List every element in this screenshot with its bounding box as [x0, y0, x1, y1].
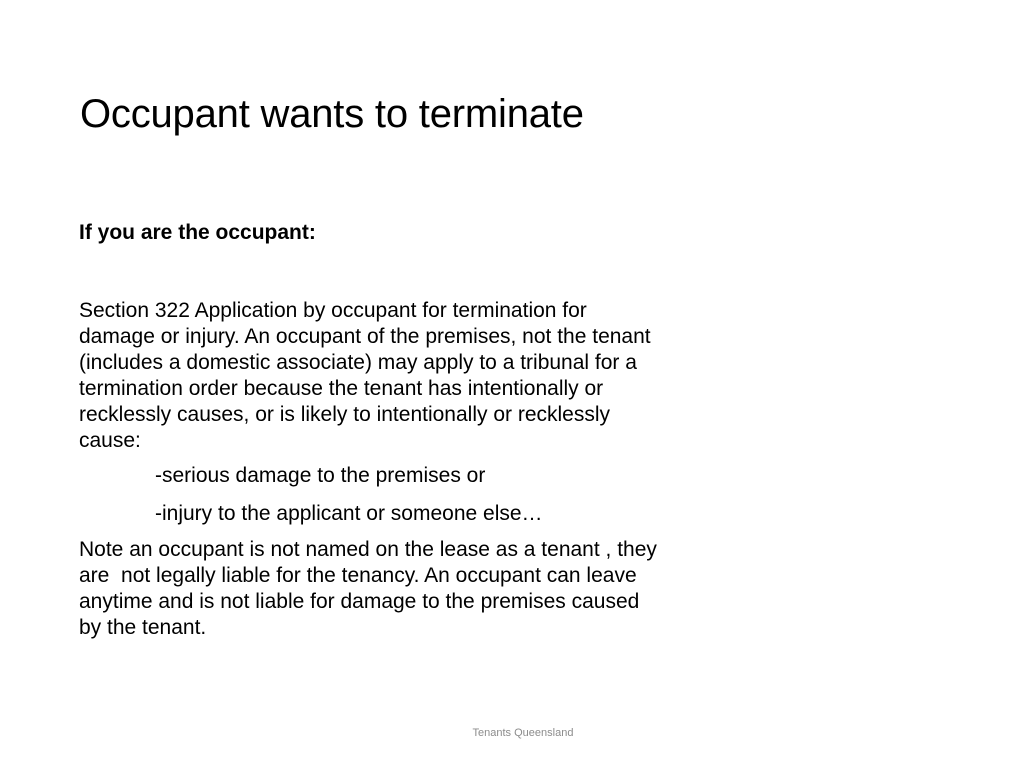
subheading: If you are the occupant: [79, 221, 316, 244]
slide-footer: Tenants Queensland [472, 727, 574, 739]
section-line: termination order because the tenant has intentionally or [79, 377, 604, 400]
section-line: (includes a domestic associate) may apply to a tribunal for a [79, 351, 637, 374]
bullet-injury: -injury to the applicant or someone else… [155, 502, 543, 525]
bullet-serious-damage: -serious damage to the premises or [155, 464, 486, 487]
section-line: cause: [79, 429, 141, 452]
note-line: Note an occupant is not named on the lease as a tenant , they [79, 538, 657, 561]
slide-title: Occupant wants to terminate [80, 92, 584, 136]
section-line: Section 322 Application by occupant for termination for [79, 299, 587, 322]
section-line: recklessly causes, or is likely to intentionally or recklessly [79, 403, 611, 426]
note-line: anytime and is not liable for damage to the premises caused [79, 590, 640, 613]
note-line: by the tenant. [79, 616, 207, 639]
slide-body [79, 216, 779, 641]
section-line: damage or injury. An occupant of the premises, not the tenant [79, 325, 651, 348]
note-line: are not legally liable for the tenancy. An occupant can leave [79, 564, 637, 587]
note-paragraph [79, 537, 779, 641]
section-paragraph [79, 298, 779, 454]
